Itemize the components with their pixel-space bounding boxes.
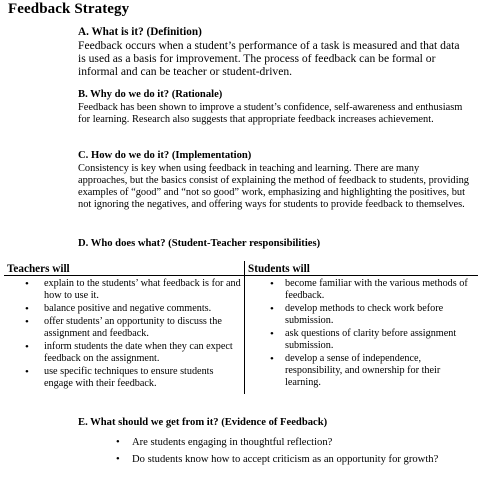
section-body: Feedback has been shown to improve a student’s confidence, self-awareness and enthusiasm for learning. Research also suggests that appropriate feedback increases achievement. bbox=[78, 102, 463, 125]
list-item: • develop methods to check work before submission. bbox=[248, 303, 475, 327]
section-evidence bbox=[78, 417, 470, 471]
evidence-list bbox=[78, 437, 470, 466]
list-item: • offer students’ an opportunity to discuss the assignment and feedback. bbox=[7, 316, 241, 340]
students-header: Students will bbox=[245, 261, 478, 276]
section-body: Consistency is key when using feedback in teaching and learning. There are many approaches, but the basics consist of explaining the method of feedback to students, providing examples of “good” and “not so good” work, emphasizing and highlighting the positives, but not ignoring the negatives, and offering ways for students to provide feedback to themselves. bbox=[78, 163, 469, 210]
list-item: • explain to the students’ what feedback is for and how to use it. bbox=[7, 278, 241, 302]
section-heading: B. Why do we do it? (Rationale) bbox=[78, 89, 223, 100]
list-item: • become familiar with the various methods of feedback. bbox=[248, 278, 475, 302]
list-item: • balance positive and negative comments. bbox=[7, 303, 241, 315]
list-item: • ask questions of clarity before assignment submission. bbox=[248, 328, 475, 352]
teachers-list bbox=[7, 278, 241, 390]
section-implementation bbox=[78, 150, 470, 211]
list-item: • develop a sense of independence, responsibility, and ownership for their learning. bbox=[248, 353, 475, 389]
list-item: • use specific techniques to ensure students engage with their feedback. bbox=[7, 366, 241, 390]
section-heading: A. What is it? (Definition) bbox=[78, 26, 202, 38]
section-responsibilities bbox=[78, 238, 470, 251]
responsibilities-table bbox=[4, 261, 478, 394]
teachers-cell bbox=[4, 276, 245, 395]
students-list bbox=[248, 278, 475, 389]
section-body: Feedback occurs when a student’s performance of a task is measured and that data is used as a basis for improvement. The process of feedback can be formal or informal and can be teacher or student-driven. bbox=[78, 39, 460, 78]
list-item: • Do students know how to accept criticism as an opportunity for growth? bbox=[78, 454, 470, 466]
students-cell bbox=[245, 276, 478, 395]
section-rationale bbox=[78, 89, 470, 126]
teachers-header: Teachers will bbox=[4, 261, 245, 276]
document-title: Feedback Strategy bbox=[8, 1, 130, 17]
section-heading: C. How do we do it? (Implementation) bbox=[78, 150, 252, 161]
list-item: • Are students engaging in thoughtful reflection? bbox=[78, 437, 470, 449]
list-item: • inform students the date when they can expect feedback on the assignment. bbox=[7, 341, 241, 365]
section-definition bbox=[78, 26, 470, 78]
section-heading: D. Who does what? (Student-Teacher responsibilities) bbox=[78, 238, 321, 249]
section-heading: E. What should we get from it? (Evidence of Feedback) bbox=[78, 417, 328, 428]
